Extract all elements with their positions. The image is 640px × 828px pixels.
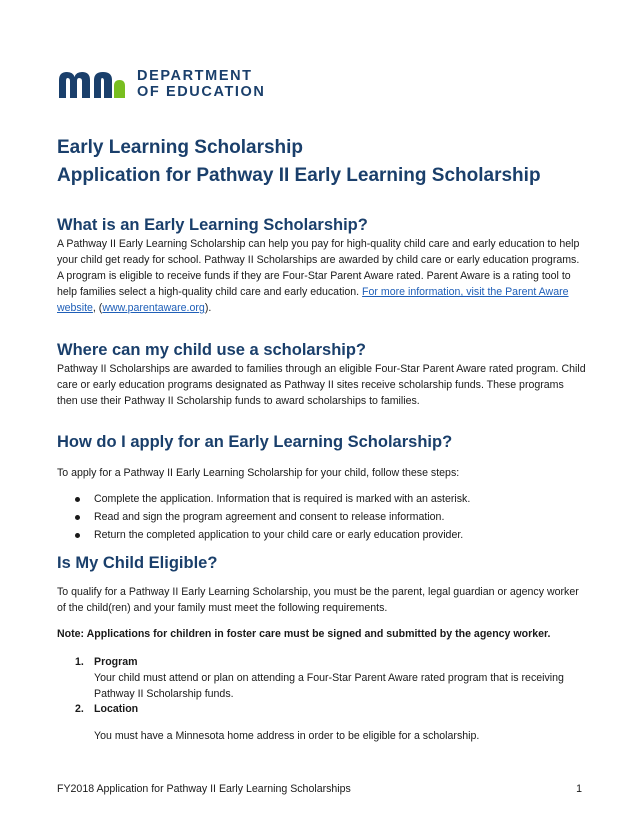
list-item [57,526,587,544]
list-item [57,508,587,526]
apply-steps-list [57,490,587,544]
paragraph-apply-intro: To apply for a Pathway II Early Learning Scholarship for your child, follow these steps: [57,467,460,479]
bullet-icon [75,497,80,502]
what-body-text: A Pathway II Early Learning Scholarship can help you pay for high-quality child care and early education to help your child get ready for school. Pathway II Scholarships are awarded by child care or early education programs. A program is eligible to receive funds if they are Four-Star Parent Aware rated. Parent Aware is a rating tool to help families select a high-quality child care and early education. [57,238,580,298]
parent-aware-url-link[interactable]: www.parentaware.org [102,302,205,314]
page-title-line-2: Application for Pathway II Early Learning Scholarship [57,165,541,186]
page-title-line-1: Early Learning Scholarship [57,137,304,158]
logo-wordmark [137,68,265,100]
bullet-icon [75,515,80,520]
paragraph-eligibility-intro: To qualify for a Pathway II Early Learning Scholarship, you must be the parent, legal guardian or agency worker of the child(ren) and your family must meet the following requirements. [57,586,579,614]
heading-eligibility: Is My Child Eligible? [57,554,218,572]
list-item [57,490,587,508]
requirement-title: Program [94,656,138,668]
page-number: 1 [576,783,582,795]
paragraph-what-is-scholarship [57,236,587,316]
foster-care-note: Note: Applications for children in foster care must be signed and submitted by the agency worker. [57,628,551,640]
paragraph-where-use: Pathway II Scholarships are awarded to families through an eligible Four-Star Parent Aware rated program. Child care or early education programs designated as Pathway II sites receive scholarship funds. These programs then use their Pathway II Scholarship funds to award scholarships to families. [57,363,586,407]
heading-what-is-scholarship: What is an Early Learning Scholarship? [57,216,368,234]
footer-title: FY2018 Application for Pathway II Early Learning Scholarships [57,783,351,795]
apply-step-text: Complete the application. Information that is required is marked with an asterisk. [94,493,471,505]
mde-logo [57,68,265,100]
apply-step-text: Return the completed application to your child care or early education provider. [94,529,464,541]
logo-line-2: OF EDUCATION [137,84,266,100]
link-separator: , ( [92,302,103,314]
requirement-number: 2. [75,703,84,715]
requirement-description: You must have a Minnesota home address in order to be eligible for a scholarship. [94,730,480,742]
bullet-icon [75,533,80,538]
heading-how-to-apply: How do I apply for an Early Learning Scholarship? [57,433,453,451]
heading-where-use: Where can my child use a scholarship? [57,341,367,359]
link-end: ). [204,302,212,314]
requirement-number: 1. [75,656,84,668]
logo-line-1: DEPARTMENT [137,68,253,84]
requirement-description: Your child must attend or plan on attending a Four-Star Parent Aware rated program that is receiving Pathway II Scholarship funds. [94,672,564,700]
mn-logo-icon [57,68,127,100]
parent-aware-info-link[interactable]: For more information, visit the Parent Aware website [57,286,569,314]
apply-step-text: Read and sign the program agreement and consent to release information. [94,511,445,523]
requirement-title: Location [94,703,139,715]
